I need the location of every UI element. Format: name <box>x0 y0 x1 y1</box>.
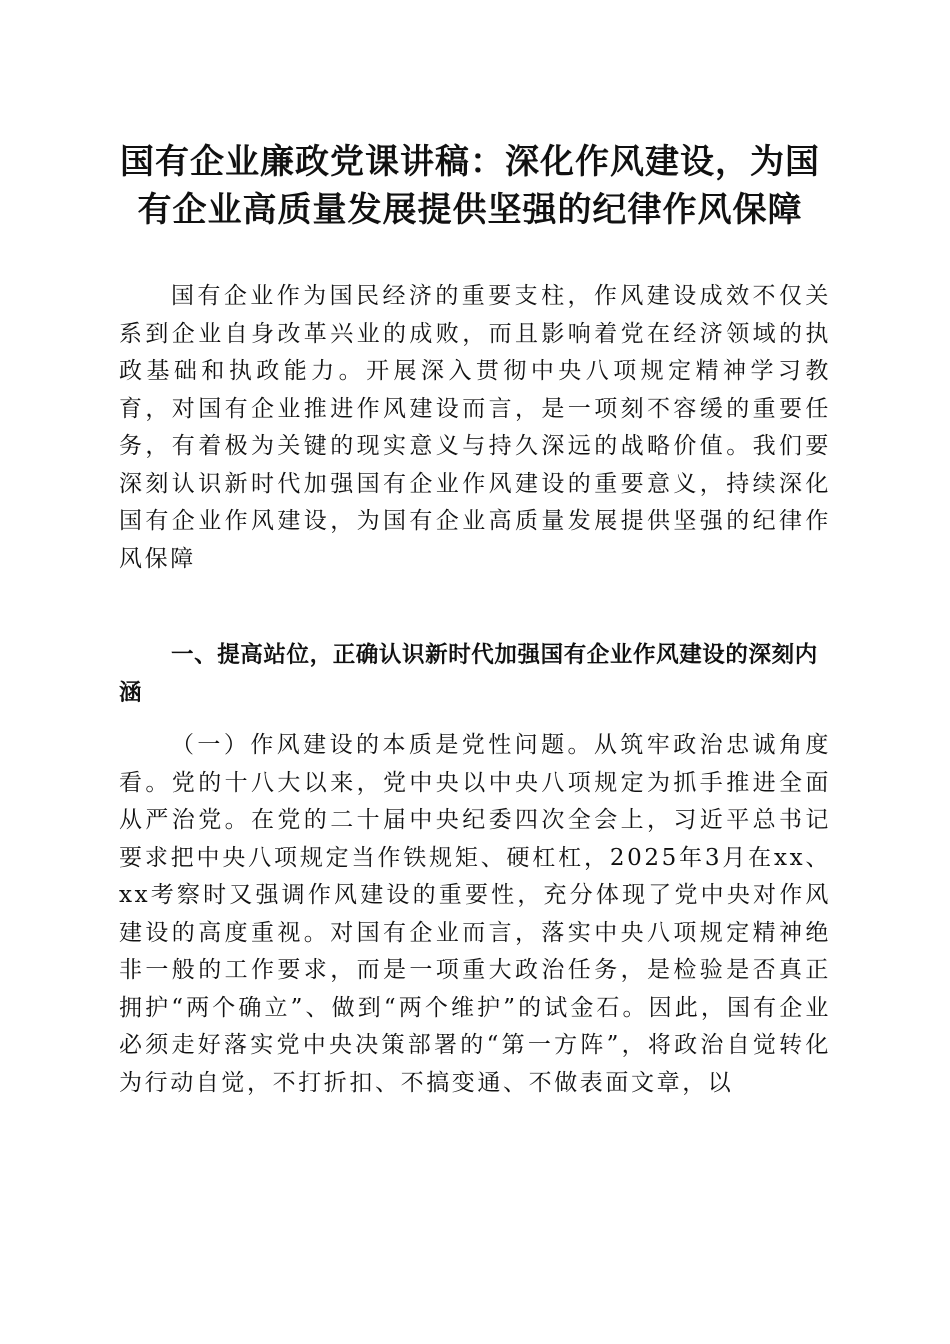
intro-paragraph: 国有企业作为国民经济的重要支柱，作风建设成效不仅关系到企业自身改革兴业的成败，而且影响着党在经济领域的执政基础和执政能力。开展深入贯彻中央八项规定精神学习教育，对国有企业推进作风建设而言，是一项刻不容缓的重要任务，有着极为关键的现实意义与持久深远的战略价值。我们要深刻认识新时代加强国有企业作风建设的重要意义，持续深化国有企业作风建设，为国有企业高质量发展提供坚强的纪律作风保障 <box>119 283 831 572</box>
document-title: 国有企业廉政党课讲稿：深化作风建设，为国有企业高质量发展提供坚强的纪律作风保障 <box>120 142 820 230</box>
section-1-paragraph: （一）作风建设的本质是党性问题。从筑牢政治忠诚角度看。党的十八大以来，党中央以中央八项规定为抓手推进全面从严治党。在党的二十届中央纪委四次全会上，习近平总书记要求把中央八项规定当作铁规矩、硬杠杠，2025年3月在xx、xx考察时又强调作风建设的重要性，充分体现了党中央对作风建设的高度重视。对国有企业而言，落实中央八项规定精神绝非一般的工作要求，而是一项重大政治任务，是检验是否真正拥护“两个确立”、做到“两个维护”的试金石。因此，国有企业必须走好落实党中央决策部署的“第一方阵”，将政治自觉转化为行动自觉，不打折扣、不搞变通、不做表面文章，以 <box>119 732 831 1096</box>
section-heading-1: 一、提高站位，正确认识新时代加强国有企业作风建设的深刻内涵 <box>119 642 818 706</box>
